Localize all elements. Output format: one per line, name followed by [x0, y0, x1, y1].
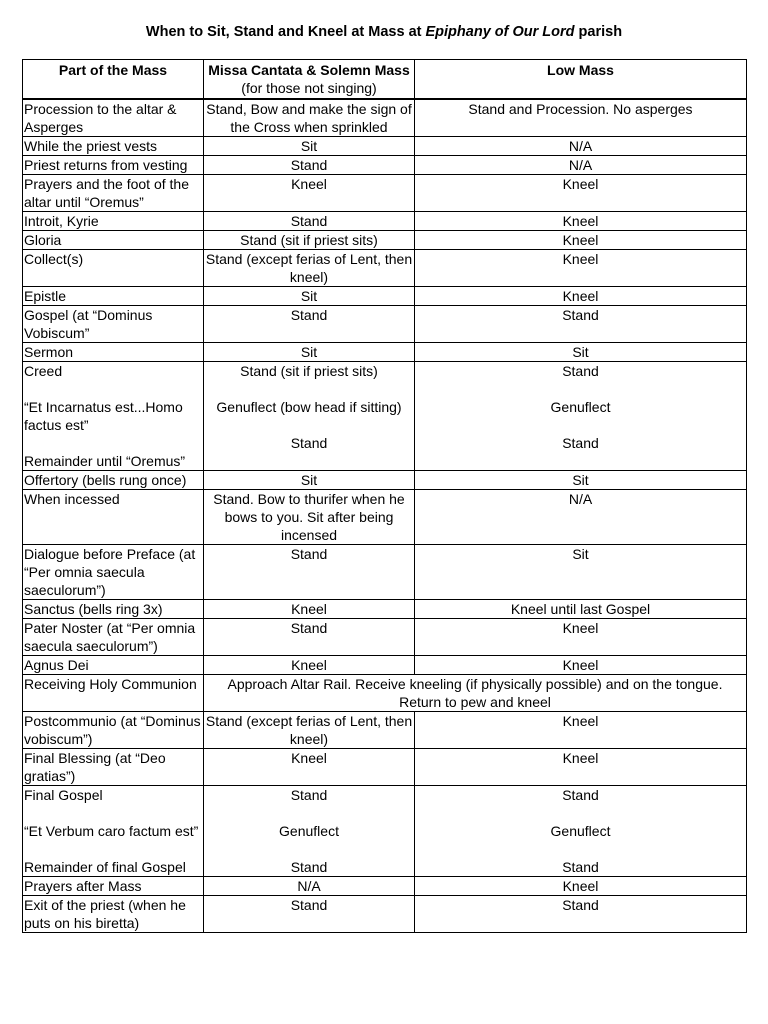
- low-cell: Kneel: [415, 250, 747, 287]
- missa-cell: Stand (except ferias of Lent, then kneel): [204, 712, 415, 749]
- low-cell: [415, 786, 747, 877]
- table-row: [23, 896, 747, 933]
- table-row: [23, 619, 747, 656]
- spacer: [416, 840, 745, 858]
- page-title: [0, 22, 768, 42]
- low-cell: Kneel: [415, 712, 747, 749]
- spacer: [24, 380, 202, 398]
- table-row: [23, 343, 747, 362]
- missa-cell: Stand: [204, 545, 415, 600]
- sub-item: Stand: [290, 787, 328, 803]
- table-row: [23, 600, 747, 619]
- sub-item: Genuflect: [550, 399, 611, 415]
- table-row: [23, 675, 747, 712]
- part-cell: Dialogue before Preface (at “Per omnia saecula saeculorum”): [23, 545, 204, 600]
- header-missa-note: (for those not singing): [241, 80, 377, 96]
- part-cell: Agnus Dei: [23, 656, 204, 675]
- low-cell: N/A: [415, 490, 747, 545]
- part-cell: [23, 786, 204, 877]
- missa-cell: Stand, Bow and make the sign of the Cross when sprinkled: [204, 99, 415, 137]
- missa-cell: Stand (sit if priest sits): [204, 231, 415, 250]
- part-cell: Sermon: [23, 343, 204, 362]
- spacer: [416, 804, 745, 822]
- low-cell: Sit: [415, 343, 747, 362]
- title-prefix: When to Sit, Stand and Kneel at Mass at: [145, 24, 426, 40]
- mass-postures-table: [22, 59, 747, 933]
- missa-cell: Stand: [204, 619, 415, 656]
- table-row: [23, 250, 747, 287]
- header-missa-cantata: [204, 60, 415, 100]
- table-row: [23, 156, 747, 175]
- part-cell: Offertory (bells rung once): [23, 471, 204, 490]
- title-suffix: parish: [574, 24, 623, 40]
- table-row: [23, 656, 747, 675]
- missa-cell: Sit: [204, 471, 415, 490]
- part-cell: Priest returns from vesting: [23, 156, 204, 175]
- part-cell: Final Blessing (at “Deo gratias”): [23, 749, 204, 786]
- missa-cell: Kneel: [204, 600, 415, 619]
- part-cell: When incessed: [23, 490, 204, 545]
- spacer: [24, 804, 202, 822]
- low-cell: N/A: [415, 137, 747, 156]
- sub-item: Stand: [562, 363, 599, 379]
- part-cell: Procession to the altar & Asperges: [23, 99, 204, 137]
- part-cell: Collect(s): [23, 250, 204, 287]
- missa-cell: Stand (except ferias of Lent, then kneel): [204, 250, 415, 287]
- missa-cell: [204, 786, 415, 877]
- part-cell: Exit of the priest (when he puts on his biretta): [23, 896, 204, 933]
- part-cell: Prayers and the foot of the altar until “Oremus”: [23, 175, 204, 212]
- low-cell: Kneel: [415, 656, 747, 675]
- table-row: [23, 471, 747, 490]
- sub-item: Remainder until “Oremus”: [24, 453, 186, 469]
- low-cell: Kneel until last Gospel: [415, 600, 747, 619]
- part-cell: Epistle: [23, 287, 204, 306]
- sub-item: Stand: [290, 435, 328, 451]
- part-cell: Gospel (at “Dominus Vobiscum”: [23, 306, 204, 343]
- spacer: [24, 434, 202, 452]
- low-cell: [415, 362, 747, 471]
- header-missa-bold: Missa Cantata & Solemn Mass: [208, 62, 410, 78]
- table-header-row: [23, 60, 747, 100]
- title-parish: Epiphany of Our Lord: [425, 24, 575, 40]
- low-cell: Sit: [415, 545, 747, 600]
- sub-item: Remainder of final Gospel: [24, 859, 186, 875]
- low-cell: Sit: [415, 471, 747, 490]
- table-row: [23, 786, 747, 877]
- missa-cell: [204, 362, 415, 471]
- part-cell: Receiving Holy Communion: [23, 675, 204, 712]
- table-row: [23, 362, 747, 471]
- part-cell: Sanctus (bells ring 3x): [23, 600, 204, 619]
- low-cell: Kneel: [415, 619, 747, 656]
- missa-cell: Stand: [204, 156, 415, 175]
- missa-cell: Stand: [204, 306, 415, 343]
- low-cell: Kneel: [415, 877, 747, 896]
- sub-item: Genuflect (bow head if sitting): [216, 399, 402, 415]
- part-cell: [23, 362, 204, 471]
- part-cell: Introit, Kyrie: [23, 212, 204, 231]
- part-cell: Gloria: [23, 231, 204, 250]
- sub-item: Genuflect: [279, 823, 339, 839]
- table-row: [23, 137, 747, 156]
- missa-cell: Sit: [204, 287, 415, 306]
- sub-item: Genuflect: [550, 823, 611, 839]
- missa-cell: Kneel: [204, 656, 415, 675]
- low-cell: Stand: [415, 306, 747, 343]
- spacer: [205, 804, 413, 822]
- missa-cell: N/A: [204, 877, 415, 896]
- table-row: [23, 99, 747, 137]
- table-row: [23, 231, 747, 250]
- sub-item: Stand: [562, 859, 599, 875]
- sub-item: Stand (sit if priest sits): [240, 363, 378, 379]
- part-cell: Postcommunio (at “Dominus vobiscum”): [23, 712, 204, 749]
- sub-item: Final Gospel: [24, 787, 103, 803]
- table-row: [23, 877, 747, 896]
- sub-item: Stand: [290, 859, 328, 875]
- low-cell: Kneel: [415, 749, 747, 786]
- spacer: [24, 840, 202, 858]
- table-row: [23, 490, 747, 545]
- sub-item: Stand: [562, 787, 599, 803]
- spacer: [205, 840, 413, 858]
- missa-cell: Sit: [204, 343, 415, 362]
- spacer: [205, 380, 413, 398]
- spacer: [416, 380, 745, 398]
- low-cell: Kneel: [415, 212, 747, 231]
- header-part-of-mass: Part of the Mass: [23, 60, 204, 100]
- communion-cell: Approach Altar Rail. Receive kneeling (if physically possible) and on the tongue. Return to pew and kneel: [204, 675, 747, 712]
- table-row: [23, 545, 747, 600]
- low-cell: Kneel: [415, 287, 747, 306]
- missa-cell: Stand: [204, 212, 415, 231]
- table-row: [23, 712, 747, 749]
- header-low-mass: Low Mass: [415, 60, 747, 100]
- low-cell: Stand: [415, 896, 747, 933]
- low-cell: Kneel: [415, 175, 747, 212]
- missa-cell: Stand: [204, 896, 415, 933]
- part-cell: Pater Noster (at “Per omnia saecula saeculorum”): [23, 619, 204, 656]
- low-cell: N/A: [415, 156, 747, 175]
- part-cell: While the priest vests: [23, 137, 204, 156]
- table-body: [23, 99, 747, 933]
- missa-cell: Sit: [204, 137, 415, 156]
- missa-cell: Stand. Bow to thurifer when he bows to you. Sit after being incensed: [204, 490, 415, 545]
- spacer: [416, 416, 745, 434]
- table-row: [23, 306, 747, 343]
- sub-item: “Et Verbum caro factum est”: [24, 823, 199, 839]
- missa-cell: Kneel: [204, 175, 415, 212]
- sub-item: “Et Incarnatus est...Homo factus est”: [24, 399, 183, 433]
- missa-cell: Kneel: [204, 749, 415, 786]
- table-row: [23, 749, 747, 786]
- table-row: [23, 287, 747, 306]
- table-row: [23, 212, 747, 231]
- low-cell: Stand and Procession. No asperges: [415, 99, 747, 137]
- table-row: [23, 175, 747, 212]
- part-cell: Prayers after Mass: [23, 877, 204, 896]
- sub-item: Stand: [562, 435, 599, 451]
- low-cell: Kneel: [415, 231, 747, 250]
- spacer: [205, 416, 413, 434]
- sub-item: Creed: [24, 363, 63, 379]
